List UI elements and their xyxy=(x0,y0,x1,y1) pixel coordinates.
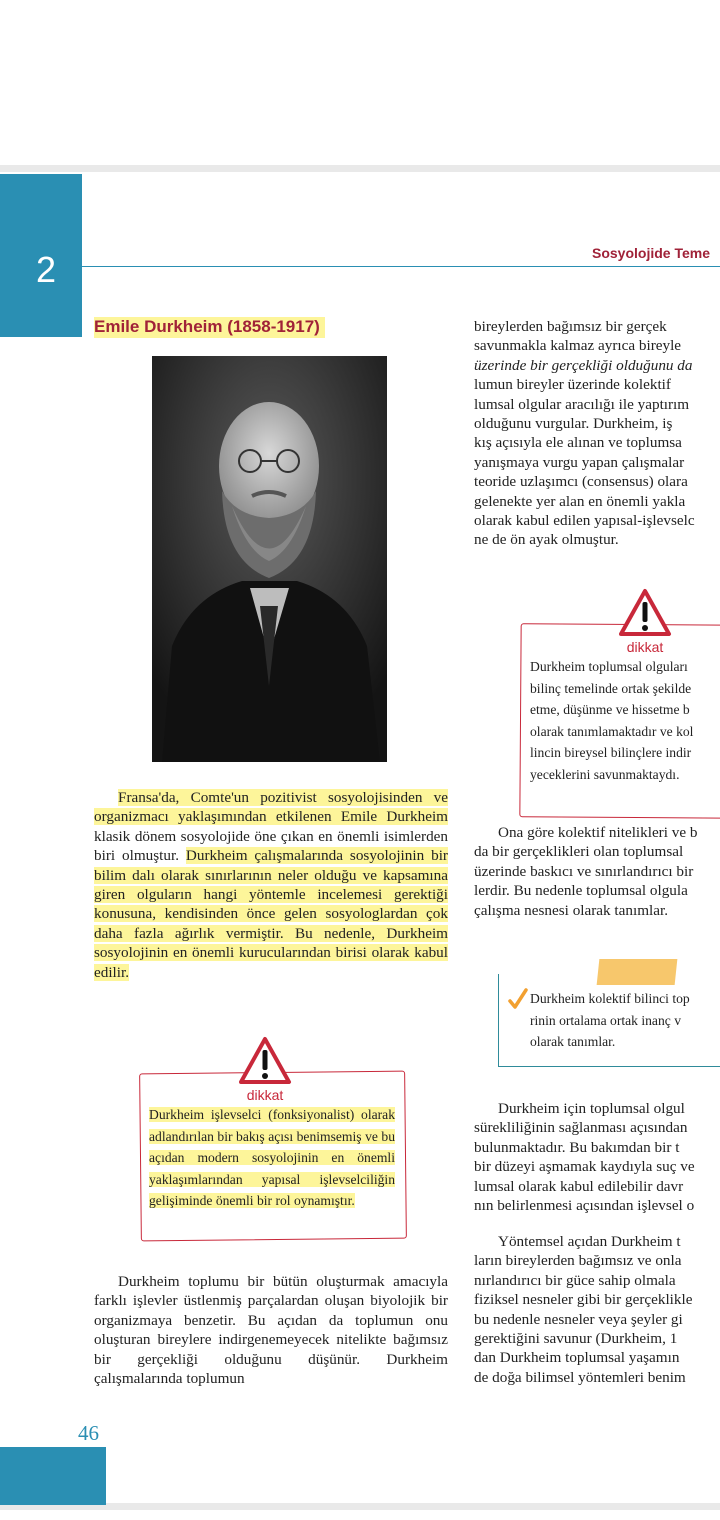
tape-decoration xyxy=(597,959,678,985)
text-line: bu nedenle nesneler veya şeyler gi xyxy=(474,1310,683,1328)
intro-highlight-1: Fransa'da, Comte'un pozitivist sosyolojisinden ve organizmacı yaklaşımından etkilenen Emile Durkheim xyxy=(94,789,448,826)
section-heading: Emile Durkheim (1858-1917) xyxy=(94,317,325,338)
check-note-text xyxy=(530,988,720,1053)
text-line: lerdir. Bu nedenle toplumsal olgula xyxy=(474,882,688,900)
text-line: olarak kabul edilen yapısal-işlevselc xyxy=(474,512,695,530)
text-line: dan Durkheim toplumsal yaşamın xyxy=(474,1349,680,1367)
header-rule xyxy=(82,266,720,267)
text-line: Yöntemsel açıdan Durkheim t xyxy=(498,1233,681,1250)
text-line: bir düzeyi aşmamak kaydıyla suç ve xyxy=(474,1158,695,1176)
durkheim-portrait xyxy=(152,356,387,762)
right-paragraph-2 xyxy=(474,823,720,920)
right-note-label: dikkat xyxy=(626,639,664,655)
text-line: Durkheim için toplumsal olgul xyxy=(498,1100,685,1117)
note-line: bilinç temelinde ortak şekilde xyxy=(530,680,692,696)
right-paragraph-4 xyxy=(474,1232,720,1387)
text-line: nın belirlenmesi açısından işlevsel o xyxy=(474,1197,695,1215)
text-line: yanışmaya vurgu yapan çalışmalar xyxy=(474,453,685,471)
right-dikkat-note-text xyxy=(530,656,720,786)
note-line: Durkheim toplumsal olguları xyxy=(530,659,688,674)
page-number: 46 xyxy=(78,1421,99,1445)
check-icon xyxy=(508,988,528,1010)
text-line: gerektiğini savunur (Durkheim, 1 xyxy=(474,1330,678,1348)
note-line: etme, düşünme ve hissetme b xyxy=(530,702,690,718)
top-divider xyxy=(0,165,720,172)
note-line: rinin ortalama ortak inanç v xyxy=(530,1012,681,1028)
note-line: olarak tanımlar. xyxy=(530,1034,616,1050)
dikkat-note-text xyxy=(149,1104,395,1212)
chapter-number: 2 xyxy=(36,249,57,290)
text-line: savunmakla kalmaz ayrıca bireyle xyxy=(474,337,682,355)
note-label: dikkat xyxy=(246,1087,284,1103)
text-line: üzerinde baskıcı ve sınırlandırıcı bir xyxy=(474,862,694,880)
text-line: de doğa bilimsel yöntemleri benim xyxy=(474,1368,686,1386)
note-line: olarak tanımlamaktadır ve kol xyxy=(530,723,694,739)
text-line: lumsal olarak kabul edilebilir davr xyxy=(474,1177,684,1195)
text-line: ların bireylerden bağımsız ve onla xyxy=(474,1252,682,1270)
footer-block xyxy=(0,1447,106,1505)
warning-icon xyxy=(238,1036,292,1086)
text-line: olduğunu vurgular. Durkheim, iş xyxy=(474,415,673,433)
right-paragraph-3 xyxy=(474,1099,720,1215)
text-line: lumun bireyler üzerinde kolektif xyxy=(474,376,671,394)
text-line: teoride uzlaşımcı (consensus) olara xyxy=(474,473,688,491)
intro-highlight-2: Durkheim çalışmalarında sosyolojinin bir bilim dalı olarak sınırlarının neler olduğu ve kapsamına giren olguların hangi yöntemle incelemesi gerektiği konusuna, kendisinden önce gelen sosyologlardan çok daha fazla ağırlık vermiştir. Bu nedenle, Durkheim sosyolojinin en önemli kurucularından birisi olarak kabul edilir. xyxy=(94,847,448,981)
text-line: sürekliliğinin sağlanması açısından xyxy=(474,1119,688,1137)
text-line: Ona göre kolektif nitelikleri ve b xyxy=(498,824,698,841)
text-line: ne de ön ayak olmuştur. xyxy=(474,531,619,549)
note-line: yeceklerini savunmaktaydı. xyxy=(530,766,680,782)
text-line: gelenekte yer alan en önemli yakla xyxy=(474,492,686,510)
text-line: lumsal olgular aracılığı ile yaptırım xyxy=(474,395,690,413)
note-line: Durkheim kolektif bilinci top xyxy=(530,991,690,1006)
portrait-illustration xyxy=(152,356,387,762)
right-paragraph-1 xyxy=(474,317,720,550)
text-line: bireylerden bağımsız bir gerçek xyxy=(474,318,667,335)
text-line: da bir gerçeklikleri olan toplumsal xyxy=(474,843,684,861)
text-line: bulunmaktadır. Bu bakımdan bir t xyxy=(474,1138,680,1156)
intro-plain: klasik dönem sosyolojide öne çıkan en önemli isimlerden biri olmuştur. xyxy=(94,827,448,865)
text-line: nırlandırıcı bir güce sahip olmala xyxy=(474,1271,676,1289)
note-line: lincin bireysel bilinçlere indir xyxy=(530,745,692,761)
text-line: üzerinde bir gerçekliği olduğunu da xyxy=(474,356,693,374)
text-line: çalışma nesnesi olarak tanımlar. xyxy=(474,901,668,919)
bottom-paragraph xyxy=(94,1272,448,1388)
bottom-paragraph-text: Durkheim toplumu bir bütün oluşturmak amacıyla farklı işlevler üstlenmiş parçalardan oluşan biyolojik bir organizmaya benzetir. Bu açıdan da toplumun onu oluşturan bireylere indirgenemeyecek nitelikte bağımsız bir gerçekliği olduğunu düşünür. Durkheim çalışmalarında toplumun xyxy=(94,1273,448,1388)
warning-icon xyxy=(618,588,672,638)
text-line: fiziksel nesneler gibi bir gerçeklikle xyxy=(474,1291,693,1309)
bottom-divider xyxy=(0,1503,720,1510)
text-line: kış açısıyla ele alınan ve toplumsa xyxy=(474,434,682,452)
running-header: Sosyolojide Teme xyxy=(592,245,710,261)
intro-paragraph xyxy=(94,788,448,982)
dikkat-note-content: Durkheim işlevselci (fonksiyonalist) olarak adlandırılan bir bakış açısı benimsemiş ve bu açıdan modern sosyolojinin en önemli yaklaşımlarından yapısal işlevselciliğin gelişiminde önemli bir rol oynamıştır. xyxy=(149,1107,395,1209)
